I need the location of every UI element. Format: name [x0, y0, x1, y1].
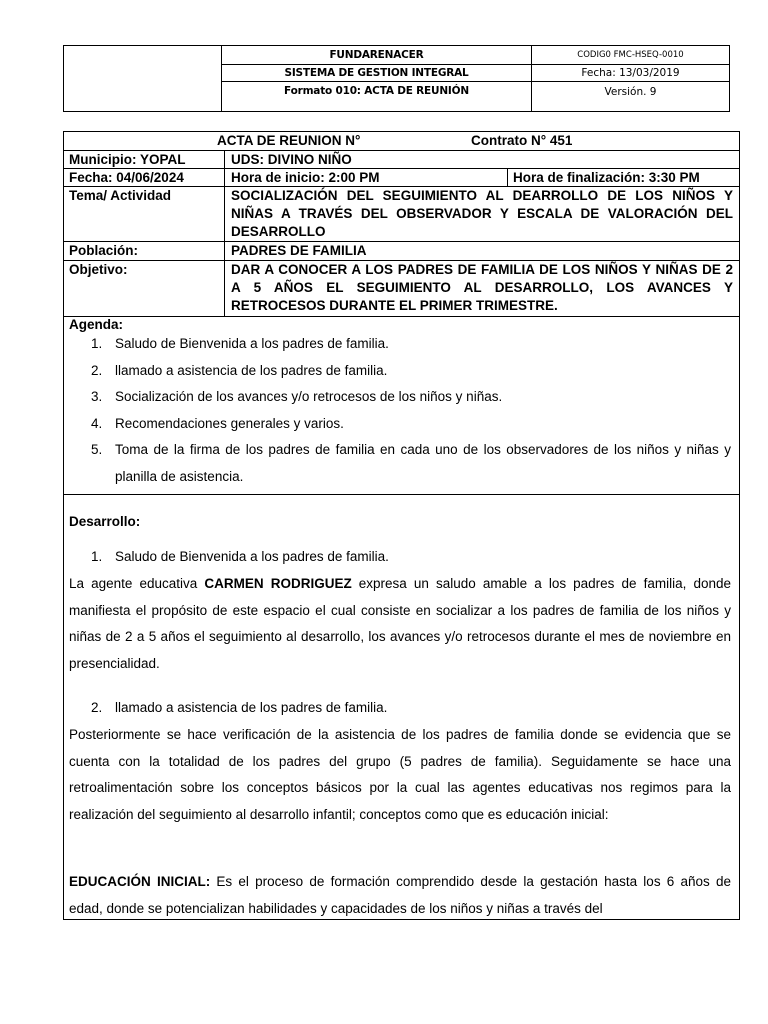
item-text: Socialización de los avances y/o retrocesos de los niños y niñas. [115, 389, 503, 404]
agent-name: CARMEN RODRIGUEZ [204, 576, 352, 591]
item-number: 2. [91, 362, 103, 378]
agenda-section [64, 317, 739, 495]
form-title: ACTA DE REUNION N° [217, 133, 361, 148]
desarrollo-item-1 [91, 544, 389, 571]
paragraph-greeting [69, 571, 731, 677]
divider [224, 242, 225, 260]
paragraph-text: expresa un saludo amable a los padres de familia, donde manifiesta el propósito de este espacio el cual consiste en socializar a los padres de familia de los niños y niñas de 2 a 5 años el seguimiento al desarrollo, los avances y/o retrocesos durante el mes de noviembre en presencialidad. [69, 576, 731, 671]
meeting-form [63, 131, 740, 920]
item-text: Saludo de Bienvenida a los padres de familia. [115, 336, 389, 351]
item-text: Recomendaciones generales y varios. [115, 415, 344, 431]
municipio-row [64, 151, 739, 169]
poblacion-row [64, 242, 739, 261]
divider [224, 187, 225, 241]
item-number: 5. [91, 442, 103, 457]
header-title-block [222, 46, 531, 111]
agenda-list [69, 331, 731, 490]
item-number: 2. [91, 700, 103, 715]
org-name: FUNDARENACER [222, 46, 531, 65]
list-item [69, 331, 731, 358]
tema-label: Tema/ Actividad [69, 188, 172, 203]
item-text: Toma de la firma de los padres de familia en cada uno de los observadores de los niños y niñas y planilla de asistencia. [115, 442, 731, 484]
tema-row [64, 187, 739, 242]
desarrollo-title: Desarrollo: [69, 514, 141, 529]
header-meta-block [531, 46, 729, 111]
objetivo-row [64, 261, 739, 317]
fecha-row [64, 169, 739, 187]
agenda-title: Agenda: [69, 317, 123, 332]
item-text: llamado a asistencia de los padres de familia. [115, 362, 388, 378]
list-item [69, 358, 731, 385]
paragraph-text: Es el proceso de formación comprendido desde la gestación hasta los 6 años de edad, donde se potencializan habilidades y capacidades de los niños y niñas a través del [69, 874, 732, 916]
document-header [63, 45, 730, 112]
system-name: SISTEMA DE GESTION INTEGRAL [222, 65, 531, 82]
uds: UDS: DIVINO NIÑO [231, 152, 352, 167]
item-number: 1. [91, 549, 103, 564]
poblacion-label: Población: [69, 243, 139, 258]
logo-cell [64, 46, 222, 111]
paragraph-definition [69, 869, 731, 922]
start-time: Hora de inicio: 2:00 PM [231, 170, 380, 185]
municipio: Municipio: YOPAL [69, 152, 186, 167]
desarrollo-section [64, 495, 739, 919]
contract-number: Contrato N° 451 [471, 133, 573, 148]
objetivo-label: Objetivo: [69, 262, 128, 277]
doc-version: Versión. 9 [604, 86, 657, 98]
item-text: Saludo de Bienvenida a los padres de familia. [115, 549, 389, 564]
doc-code: CODIG0 FMC-HSEQ-0010 [532, 46, 729, 65]
divider [224, 261, 225, 316]
end-time: Hora de finalización: 3:30 PM [513, 170, 700, 185]
item-number: 3. [91, 389, 103, 404]
desarrollo-item-2 [91, 695, 387, 722]
list-item [69, 384, 731, 411]
list-item [69, 411, 731, 438]
paragraph-attendance: Posteriormente se hace verificación de la asistencia de los padres de familia donde se evidencia que se cuenta con la totalidad de los padres del grupo (5 padres de familia). Seguidamente se hace una retroalimentación sobre los conceptos básicos por la cual las agentes educativas nos regimos para la realización del seguimiento al desarrollo infantil; conceptos como que es educación inicial: [69, 727, 731, 822]
divider [224, 151, 225, 168]
item-number: 1. [91, 336, 103, 351]
divider [224, 169, 225, 186]
item-text: llamado a asistencia de los padres de familia. [115, 700, 388, 715]
objetivo-value: DAR A CONOCER A LOS PADRES DE FAMILIA DE LOS NIÑOS Y NIÑAS DE 2 A 5 AÑOS EL SEGUIMIENTO AL DESARROLLO, LOS AVANCES Y RETROCESOS DURANTE EL PRIMER TRIMESTRE. [231, 262, 733, 313]
paragraph-text: La agente educativa [69, 576, 205, 591]
list-item [69, 437, 731, 490]
form-title-row [64, 132, 739, 151]
meeting-date: Fecha: 04/06/2024 [69, 170, 184, 185]
tema-value: SOCIALIZACIÓN DEL SEGUIMIENTO AL DEARROLLO DE LOS NIÑOS Y NIÑAS A TRAVÉS DEL OBSERVADOR Y ESCALA DE VALORACIÓN DEL DESARROLLO [231, 188, 733, 239]
doc-date: Fecha: 13/03/2019 [532, 65, 729, 82]
item-number: 4. [91, 415, 103, 431]
poblacion-value: PADRES DE FAMILIA [231, 243, 367, 258]
format-name: Formato 010: ACTA DE REUNIÓN [284, 85, 469, 97]
term: EDUCACIÓN INICIAL: [69, 874, 211, 889]
divider [507, 169, 508, 186]
